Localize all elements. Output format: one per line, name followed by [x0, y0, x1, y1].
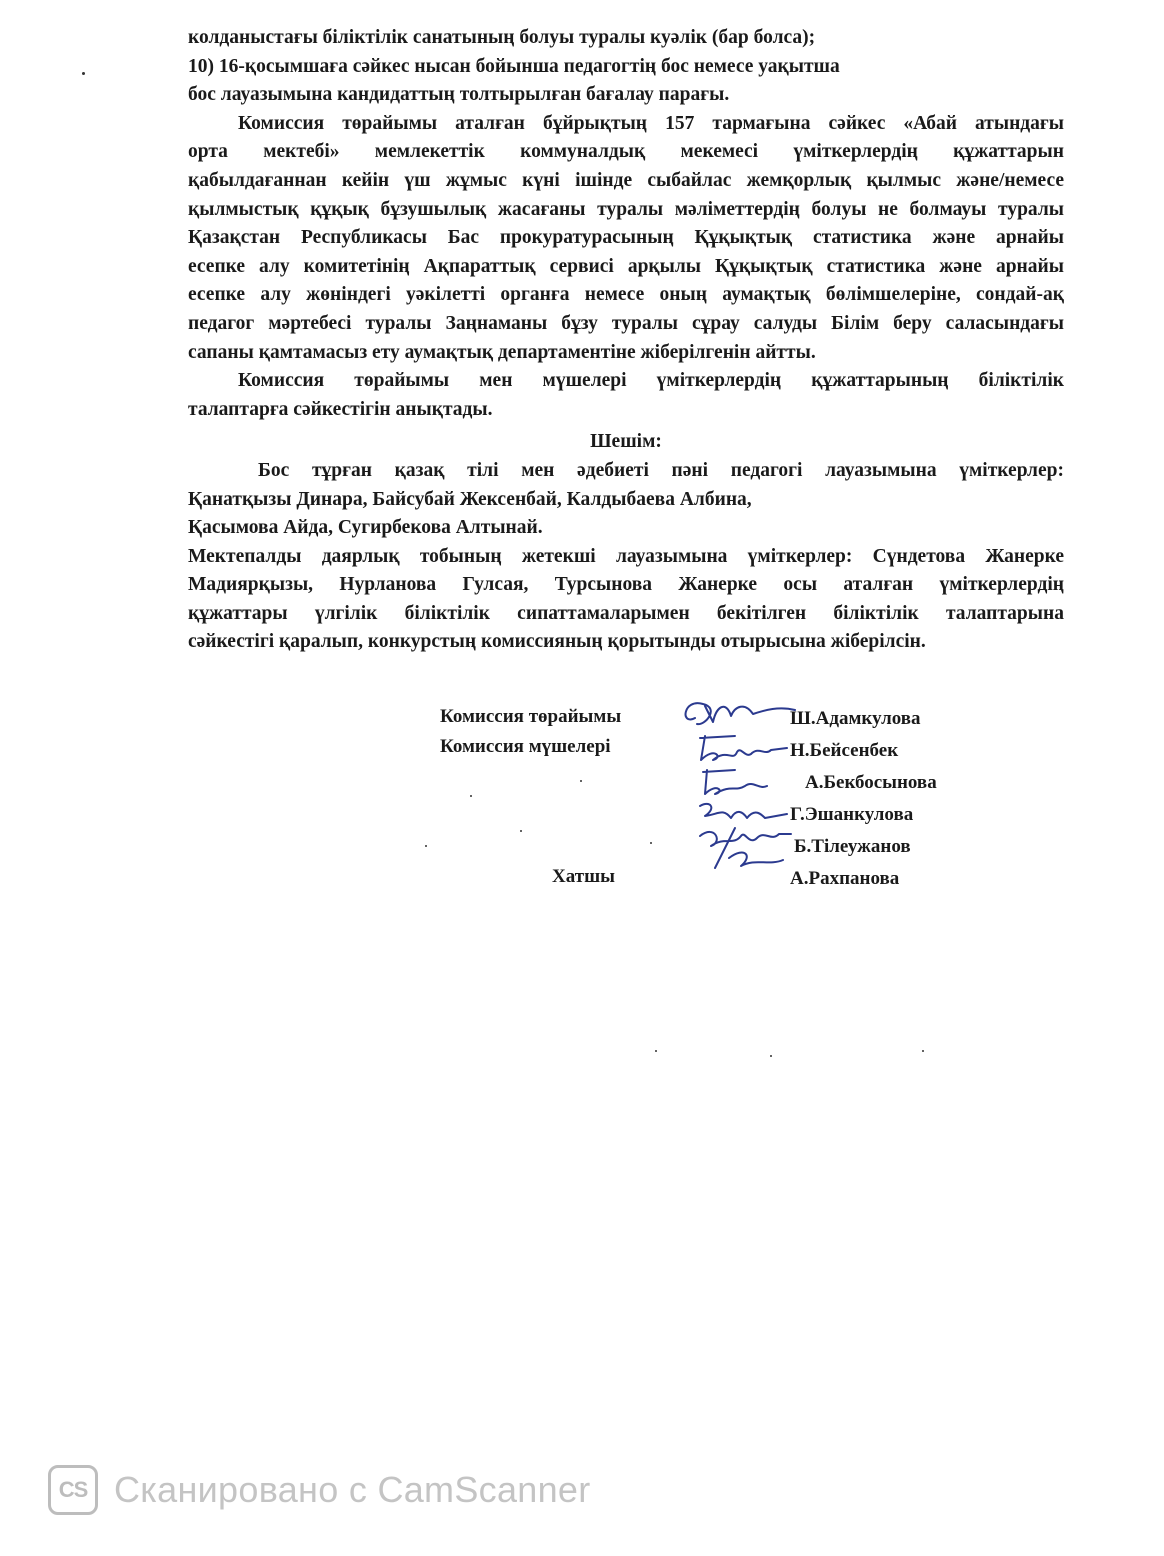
camscanner-watermark — [48, 1462, 591, 1518]
signatory-name: А.Бекбосынова — [805, 772, 937, 793]
candidate-line: Қанатқызы Динара, Байсубай Жексенбай, Калдыбаева Албина, — [188, 488, 752, 510]
text-line: сапаны қамтамасыз ету аумақтық департаментіне жіберілгенін айтты. — [188, 341, 816, 363]
scan-speck — [82, 72, 85, 75]
text-line: Қазақстан Республикасы Бас прокуратурасының Құқықтық статистика және арнайы — [188, 227, 1064, 249]
text-line: колданыстағы біліктілік санатының болуы туралы куәлік (бар болса); — [188, 27, 816, 48]
document-body — [188, 24, 1064, 657]
signature-block — [440, 706, 960, 906]
signatory-name: Б.Тілеужанов — [794, 836, 911, 857]
handwritten-signatures — [675, 696, 805, 896]
text-line: есепке алу комитетінің Ақпараттық сервисі арқылы Құқықтық статистика және арнайы — [188, 255, 1064, 277]
scan-speck — [770, 1055, 772, 1057]
scan-speck — [425, 845, 427, 847]
scan-speck — [655, 1050, 657, 1052]
text-line: қабылдағаннан кейін үш жұмыс күні ішінде сыбайлас жемқорлық қылмыс және/немесе — [188, 169, 1064, 191]
candidate-line: Қасымова Айда, Сугирбекова Алтынай. — [188, 517, 543, 539]
text-line: қылмыстық құқық бұзушылық жасағаны туралы мәліметтердің болуы не болмауы туралы — [188, 198, 1064, 220]
text-line: Комиссия төрайымы аталған бұйрықтың 157 тармағына сәйкес «Абай атындағы — [238, 112, 1064, 134]
scan-speck — [922, 1050, 924, 1052]
text-line: педагог мәртебесі туралы Заңнаманы бұзу туралы сұрау салуды Білім беру саласындағы — [188, 312, 1064, 334]
signatory-name: А.Рахпанова — [790, 868, 900, 889]
decision-heading: Шешім: — [590, 431, 662, 453]
text-line: орта мектебі» мемлекеттік коммуналдық мекемесі үміткерлердің құжаттарын — [188, 141, 1064, 163]
scan-speck — [580, 780, 582, 782]
text-line: талаптарға сәйкестігін анықтады. — [188, 398, 493, 420]
signatory-name: Г.Эшанкулова — [790, 804, 914, 825]
secretary-label: Хатшы — [552, 866, 615, 887]
text-line: есепке алу жөніндегі уәкілетті органға немесе оның аумақтық бөлімшелеріне, сондай-ақ — [188, 284, 1064, 306]
scan-speck — [520, 830, 522, 832]
signatory-name: Ш.Адамкулова — [790, 708, 921, 729]
text-line: сәйкестігі қаралып, конкурстың комиссияның қорытынды отырысына жіберілсін. — [188, 631, 926, 653]
members-label: Комиссия мүшелері — [440, 736, 611, 757]
camscanner-text: Сканировано с CamScanner — [114, 1469, 591, 1510]
signatory-name: Н.Бейсенбек — [790, 740, 899, 761]
text-line: Комиссия төрайымы мен мүшелері үміткерлердің құжаттарының біліктілік — [238, 370, 1064, 392]
scan-speck — [470, 795, 472, 797]
chair-label: Комиссия төрайымы — [440, 706, 622, 727]
camscanner-logo: CS — [48, 1465, 98, 1515]
text-line: Мектепалды даярлық тобының жетекші лауазымына үміткерлер: Сүндетова Жанерке — [188, 545, 1064, 567]
scan-speck — [650, 842, 652, 844]
text-line: Мадиярқызы, Нурланова Гулсая, Турсынова Жанерке осы аталған үміткерлердің — [188, 574, 1064, 596]
text-line: Бос тұрған қазақ тілі мен әдебиеті пәні педагогі лауазымына үміткерлер: — [258, 459, 1064, 481]
text-line: 10) 16-қосымшаға сәйкес нысан бойынша педагогтің бос немесе уақытша — [188, 55, 840, 77]
text-line: құжаттары үлгілік біліктілік сипаттамаларымен бекітілген біліктілік талаптарына — [188, 602, 1064, 624]
text-line: бос лауазымына кандидаттың толтырылған бағалау парағы. — [188, 84, 730, 106]
